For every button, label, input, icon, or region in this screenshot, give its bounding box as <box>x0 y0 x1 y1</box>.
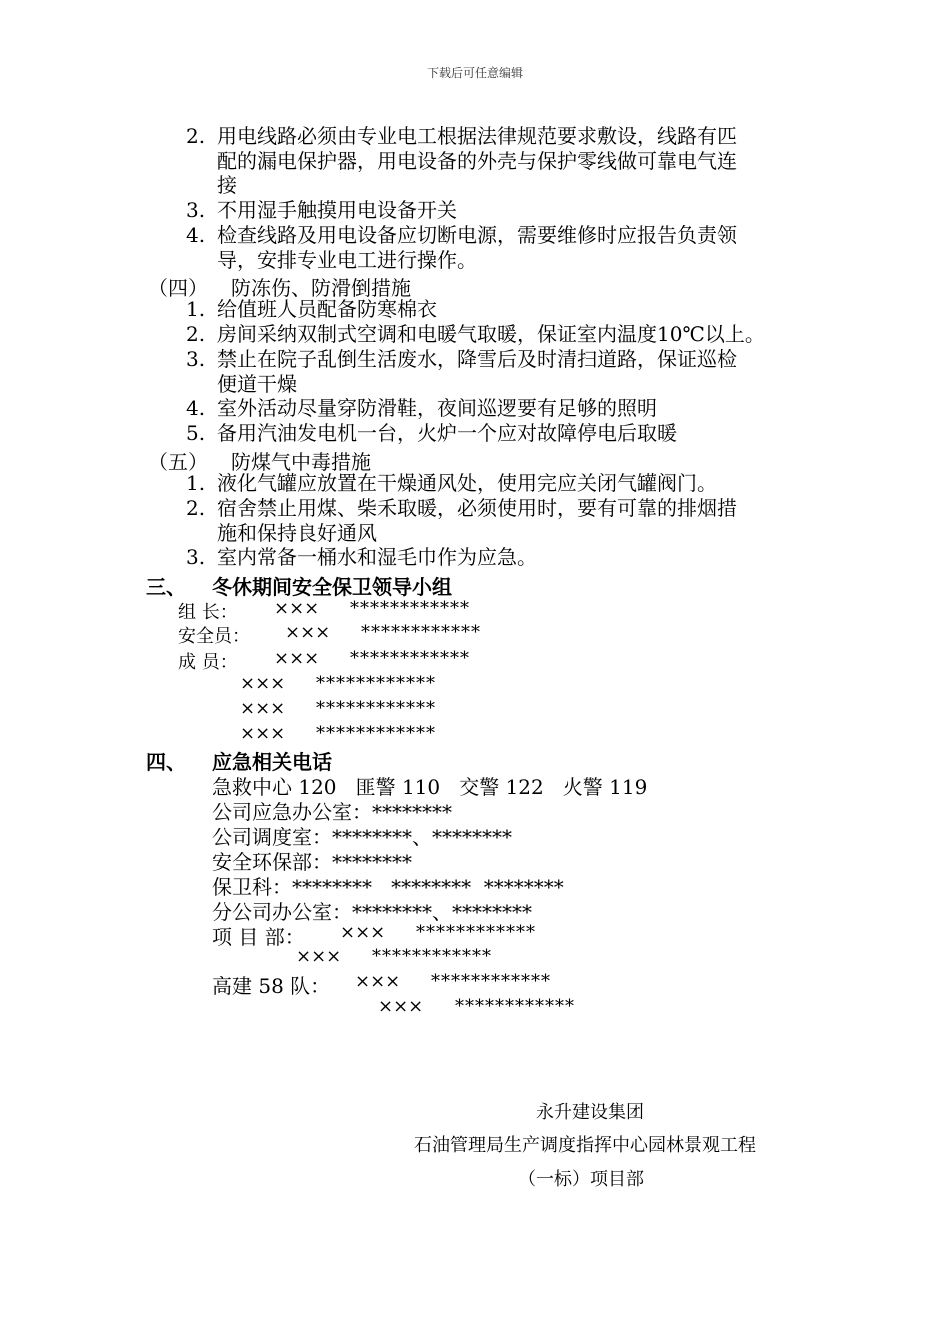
team58-label: 高建 58 队： <box>212 974 331 998</box>
signature-project: 石油管理局生产调度指挥中心园林景观工程 <box>414 1135 756 1156</box>
team-role: 安全员： <box>178 626 250 647</box>
project-name: ××× <box>296 946 342 967</box>
subsection-5-title: 防煤气中毒措施 <box>231 450 371 474</box>
section-3-title: 冬休期间安全保卫领导小组 <box>212 575 452 599</box>
list-item-text: 给值班人员配备防寒棉衣 <box>217 297 437 321</box>
team-name: ××× <box>240 723 286 744</box>
team-phone: ************ <box>361 622 481 643</box>
list-item-text: 室外活动尽量穿防滑鞋，夜间巡逻要有足够的照明 <box>217 396 657 420</box>
project-phone: ************ <box>372 946 492 967</box>
team-role: 组 长： <box>178 602 238 623</box>
subsection-4-title: 防冻伤、防滑倒措施 <box>231 276 411 300</box>
signature-department: （一标）项目部 <box>518 1169 644 1190</box>
list-item-text: 不用湿手触摸用电设备开关 <box>217 198 457 222</box>
section-3-marker: 三、 <box>146 575 186 599</box>
list-item-text: 室内常备一桶水和湿毛巾作为应急。 <box>217 545 537 569</box>
team-phone: ************ <box>316 723 436 744</box>
list-item-text: 液化气罐应放置在干燥通风处，使用完应关闭气罐阀门。 <box>217 471 717 495</box>
branch-phone: 分公司办公室：********、******** <box>212 900 532 924</box>
office-phone: 公司应急办公室：******** <box>212 800 452 824</box>
document-page: 下载后可任意编辑 2. 用电线路必须由专业电工根据法律规范要求敷设，线路有匹 配的漏电保护器，用电设备的外壳与保护零线做可靠电气连 接 3. 不用湿手触摸用电设备开关 4. 检查线路及用电设备应切断电源，需要维修时应报告负责领 导，安排专业电工进行操作。 （四） 防冻伤、防滑倒措施 1. 给值班人员配备防寒棉衣 2. 房间采纳双制式空调和电暖气取暖，保证室内温度10℃以上。 3. 禁止在院子乱倒生活废水，降雪后及时清扫道路，保证巡检 便道干燥 4. 室外活动尽量穿防滑鞋，夜间巡逻要有足够的照明 5. 备用汽油发电机一台，火炉一个应对故障停电后取暖 （五） 防煤气中毒措施 1. 液化气罐应放置在干燥通风处，使用完应关闭气罐阀门。 2. 宿舍禁止用煤、柴禾取暖，必须使用时，要有可靠的排烟措 施和保持良好通风 3. 室内常备一桶水和湿毛巾作为应急。 三、 冬休期间安全保卫领导小组 组 长： ××× ************ 安全员： ××× ************ 成 员： ××× ************ ××× ************ ××× ************ ××× ************ 四、 应急相关电话 急救中心 120 匪警 110 交警 122 火警 119 公司应急办公室：******** 公司调度室：********、******** 安全环保部：******** 保卫科：******** ******** ******** 分公司办公室：********、******** 项 目 部： ××× ************ ××× ************ 高建 58 队： ××× ************ ××× ************ 永升建设集团 石油管理局生产调度指挥中心园林景观工程 （一标）项目部 <box>0 0 950 1344</box>
section-4-marker: 四、 <box>146 750 186 774</box>
subsection-5-marker: （五） <box>148 450 208 474</box>
team-name: ××× <box>285 622 331 643</box>
team-name: ××× <box>240 673 286 694</box>
signature-company: 永升建设集团 <box>536 1102 644 1123</box>
team58-name: ××× <box>378 996 424 1017</box>
team-phone: ************ <box>316 698 436 719</box>
team-name: ××× <box>240 698 286 719</box>
team-role: 成 员： <box>178 652 238 673</box>
list-item-text: 检查线路及用电设备应切断电源，需要维修时应报告负责领 导，安排专业电工进行操作。 <box>217 223 737 272</box>
list-item-text: 房间采纳双制式空调和电暖气取暖，保证室内温度10℃以上。 <box>217 322 765 346</box>
list-item-text: 宿舍禁止用煤、柴禾取暖，必须使用时，要有可靠的排烟措 施和保持良好通风 <box>217 496 737 545</box>
security-phone: 保卫科：******** ******** ******** <box>212 875 564 899</box>
safety-phone: 安全环保部：******** <box>212 850 412 874</box>
team-phone: ************ <box>350 598 470 619</box>
dispatch-phone: 公司调度室：********、******** <box>212 825 512 849</box>
team-name: ××× <box>274 648 320 669</box>
list-item-text: 禁止在院子乱倒生活废水，降雪后及时清扫道路，保证巡检 便道干燥 <box>217 347 737 396</box>
team58-phone: ************ <box>455 996 575 1017</box>
project-phone: ************ <box>416 922 536 943</box>
team-phone: ************ <box>350 648 470 669</box>
team58-phone: ************ <box>431 971 551 992</box>
page-header-note: 下载后可任意编辑 <box>426 66 523 80</box>
team58-name: ××× <box>355 971 401 992</box>
team-phone: ************ <box>316 673 436 694</box>
project-name: ××× <box>340 922 386 943</box>
list-item-text: 用电线路必须由专业电工根据法律规范要求敷设，线路有匹 配的漏电保护器，用电设备的外壳与保护零线做可靠电气连 接 <box>217 124 737 198</box>
list-item-text: 备用汽油发电机一台，火炉一个应对故障停电后取暖 <box>217 421 677 445</box>
emergency-numbers: 急救中心 120 匪警 110 交警 122 火警 119 <box>212 775 648 799</box>
section-4-title: 应急相关电话 <box>212 750 332 774</box>
project-label: 项 目 部： <box>212 925 305 949</box>
team-name: ××× <box>274 598 320 619</box>
subsection-4-marker: （四） <box>148 276 208 300</box>
